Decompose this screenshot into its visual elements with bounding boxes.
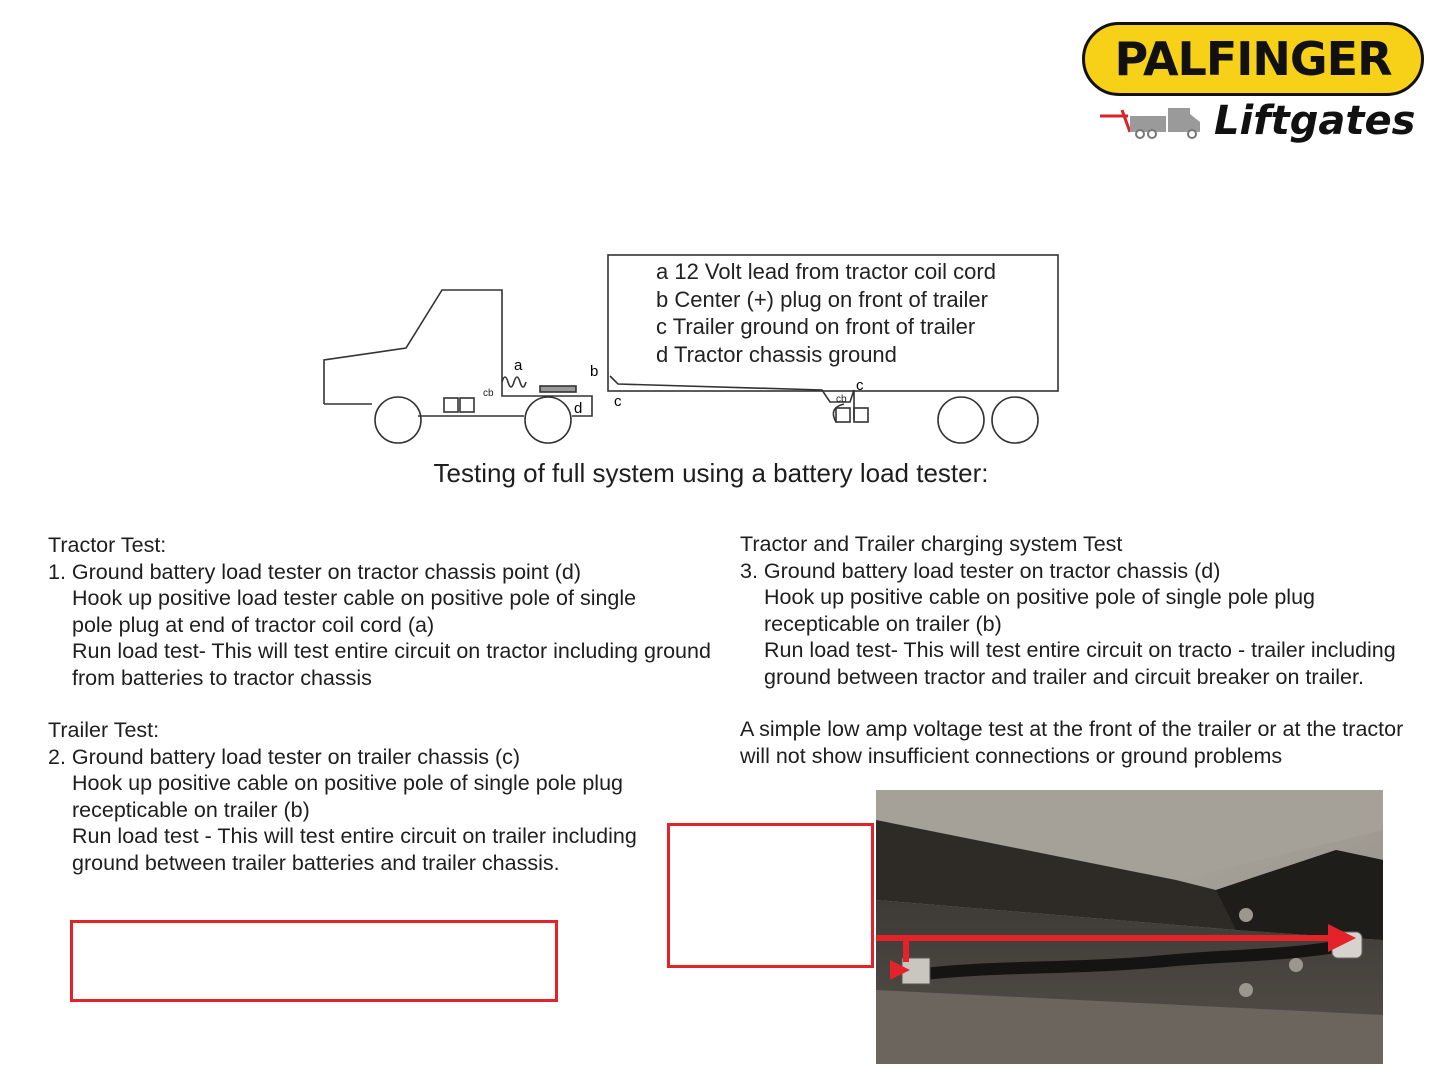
diagram-legend	[656, 258, 996, 368]
trailer-test-step: 2. Ground battery load tester on trailer chassis (c)	[48, 744, 521, 769]
red-annotation-box	[667, 823, 874, 968]
right-column	[740, 531, 1403, 769]
charging-test-line: Hook up positive cable on positive pole of single pole plug	[764, 585, 1316, 609]
tractor-test-line: Hook up positive load tester cable on positive pole of single	[72, 586, 637, 610]
trailer-test-line: Hook up positive cable on positive pole of single pole plug	[72, 771, 624, 795]
tractor-test-line: from batteries to tractor chassis	[72, 665, 372, 690]
trailer-wheel-rear	[992, 397, 1038, 443]
tractor-battery	[444, 398, 458, 412]
legend-item-c: c Trailer ground on front of trailer	[656, 314, 976, 339]
legend-item-a: a 12 Volt lead from tractor coil cord	[656, 259, 996, 284]
tractor-test-line: Run load test- This will test entire circuit on tractor including ground	[72, 639, 711, 663]
legend-item-d: d Tractor chassis ground	[656, 341, 897, 367]
label-c-trailer: c	[856, 377, 864, 394]
tractor-test-heading: Tractor Test:	[48, 533, 167, 557]
trailer-battery	[836, 408, 850, 422]
charging-test-heading: Tractor and Trailer charging system Test	[740, 532, 1123, 556]
trailer-test-line: ground between trailer batteries and trailer chassis.	[72, 850, 560, 875]
label-a: a	[514, 357, 523, 374]
charging-test-step: 3. Ground battery load tester on tractor chassis (d)	[740, 558, 1221, 583]
fifth-wheel-plate	[540, 386, 576, 392]
logo-oval	[1082, 22, 1424, 96]
note-line: will not show insufficient connections or ground problems	[740, 743, 1283, 768]
label-d: d	[574, 400, 583, 417]
tractor-front-wheel	[375, 397, 421, 443]
tractor-test-step: 1. Ground battery load tester on tractor chassis point (d)	[48, 559, 581, 584]
coil-cord	[502, 377, 526, 387]
label-b: b	[590, 363, 599, 380]
legend-item-b: b Center (+) plug on front of trailer	[656, 286, 988, 312]
trailer-test-line: Run load test - This will test entire circuit on trailer including	[72, 824, 637, 848]
trailer-test-line: recepticable on trailer (b)	[72, 797, 310, 822]
charging-test-line: recepticable on trailer (b)	[764, 611, 1002, 636]
tractor-test-line: pole plug at end of tractor coil cord (a)	[72, 612, 435, 637]
red-annotation-box	[70, 920, 558, 1002]
tractor-rear-wheel	[525, 397, 571, 443]
palfinger-logo	[1082, 22, 1426, 152]
charging-test-line: ground between tractor and trailer and circuit breaker on trailer.	[764, 664, 1364, 689]
trailer-test-heading: Trailer Test:	[48, 718, 160, 742]
label-c-tractor: c	[614, 393, 622, 410]
logo-sub: Liftgates	[1214, 98, 1416, 144]
label-cb-tractor: cb	[483, 388, 494, 399]
truck-icon	[1100, 102, 1204, 142]
note-line: A simple low amp voltage test at the front of the trailer or at the tractor	[740, 717, 1404, 741]
label-cb-trailer: cb	[836, 394, 847, 405]
diagram-caption: Testing of full system using a battery load tester:	[433, 458, 989, 488]
left-column	[48, 532, 711, 876]
ground-connection-photo	[876, 790, 1383, 1064]
charging-test-line: Run load test- This will test entire circuit on tracto - trailer including	[764, 638, 1396, 662]
trailer-wheel-front	[938, 397, 984, 443]
logo-brand: PALFINGER	[1114, 32, 1392, 86]
